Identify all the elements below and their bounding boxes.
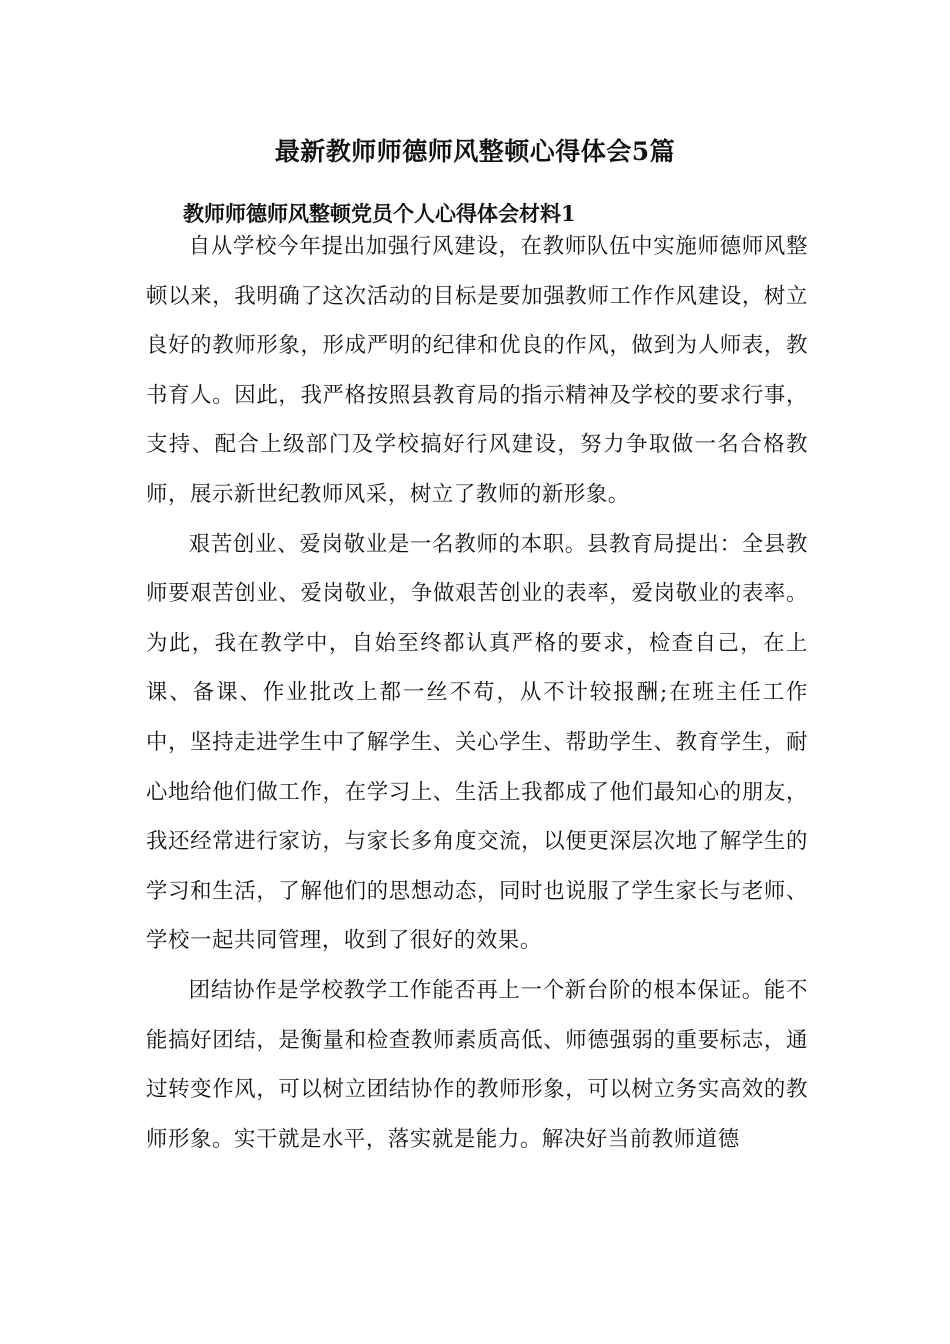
- section-heading: 教师师德师风整顿党员个人心得体会材料1: [183, 201, 576, 226]
- paragraph-3: 团结协作是学校教学工作能否再上一个新台阶的根本保证。能不能搞好团结，是衡量和检查教师素质高低、师德强弱的重要标志，通过转变作风，可以树立团结协作的教师形象，可以树立务实高效的教师形象。实干就是水平，落实就是能力。解决好当前教师道德: [146, 977, 808, 1152]
- document-body: [146, 222, 808, 1164]
- paragraph-2: 艰苦创业、爱岗敬业是一名教师的本职。县教育局提出：全县教师要艰苦创业、爱岗敬业，争做艰苦创业的表率，爱岗敬业的表率。为此，我在教学中，自始至终都认真严格的要求，检查自己，在上课、备课、作业批改上都一丝不苟，从不计较报酬;在班主任工作中，坚持走进学生中了解学生、关心学生、帮助学生、教育学生，耐心地给他们做工作，在学习上、生活上我都成了他们最知心的朋友，我还经常进行家访，与家长多角度交流，以便更深层次地了解学生的学习和生活，了解他们的思想动态，同时也说服了学生家长与老师、学校一起共同管理，收到了很好的效果。: [146, 531, 808, 954]
- document-title: 最新教师师德师风整顿心得体会5篇: [274, 137, 676, 166]
- paragraph-1: 自从学校今年提出加强行风建设，在教师队伍中实施师德师风整顿以来，我明确了这次活动的目标是要加强教师工作作风建设，树立良好的教师形象，形成严明的纪律和优良的作风，做到为人师表，教书育人。因此，我严格按照县教育局的指示精神及学校的要求行事，支持、配合上级部门及学校搞好行风建设，努力争取做一名合格教师，展示新世纪教师风采，树立了教师的新形象。: [146, 234, 808, 507]
